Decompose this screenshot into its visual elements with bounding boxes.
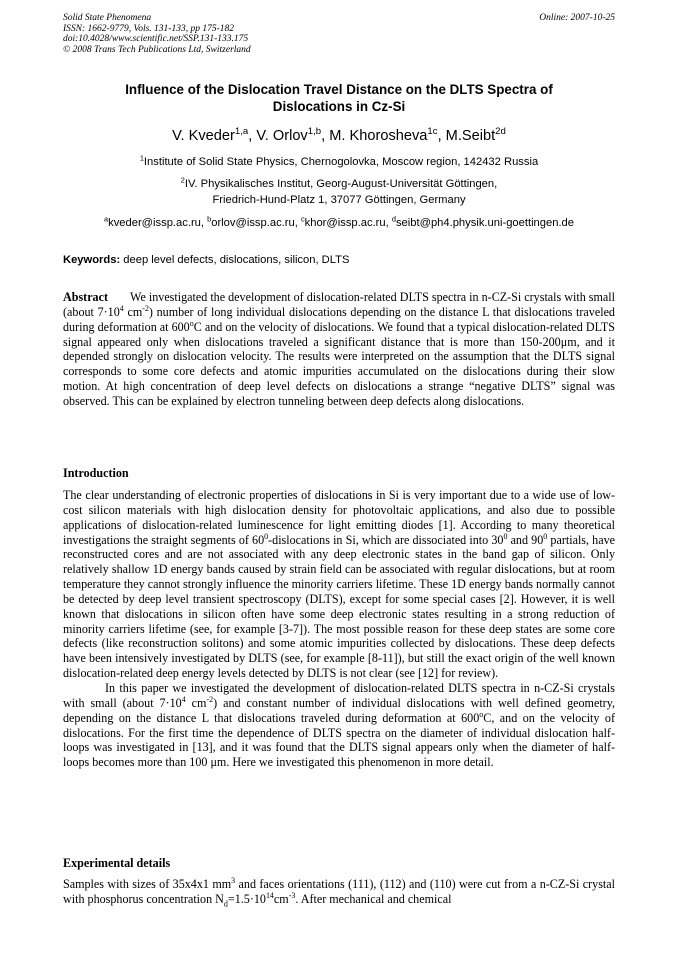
keywords [63,253,615,267]
affiliation-address: Friedrich-Hund-Platz 1, 37077 Göttingen, Germany [212,193,466,206]
author-affiliation-mark: 2d [495,126,506,138]
paragraph-text: C, and on the velocity of dislocations. For the first time the dependence of DLTS spectra on the diameter of individual dislocation half-loops was investigated in [13], and it was found that the DLTS signal appears only when the diameter of half-loops becomes more than 100 μm. Here we investigated this phenomenon in more detail. [63,710,615,770]
paragraph-text: In this paper we investigated the development of dislocation-related DLTS spectra in n-CZ-Si crystals with small (about 7·10 [63,680,615,710]
paragraph-text: and 90 [507,532,544,547]
author-affiliation-mark: 1c [427,126,438,138]
author-name: V. Orlov [256,128,308,144]
paragraph-text: Samples with sizes of 35x4x1 mm [63,877,232,891]
superscript: 0 [503,531,508,541]
affiliation-text: IV. Physikalisches Institut, Georg-August-Universität Göttingen, [184,178,498,190]
superscript: 14 [265,890,274,900]
email-mark: d [391,214,396,224]
paragraph-text: -dislocations in Si, which are dissociated into 30 [268,532,504,547]
author-affiliation-mark: 1,b [307,126,322,138]
experimental-body [63,877,615,907]
superscript: -2 [206,694,214,704]
journal-name: Solid State Phenomena [63,13,152,23]
abstract-superscript: o [189,318,194,328]
superscript: -3 [288,890,296,900]
section-heading-introduction: Introduction [63,466,129,480]
author-affiliation-mark: 1,a [234,126,249,138]
superscript: 0 [543,531,548,541]
abstract-text: We investigated the development of dislocation-related DLTS spectra in n-CZ-Si crystals with small (about 7·10 [63,290,615,319]
abstract-text: ) number of long individual dislocations depending on the distance L that dislocations traveled during deformation at 600 [63,304,615,334]
superscript: 3 [231,875,236,885]
paragraph-text: cm [273,891,289,906]
paragraph-text: ) and constant number of individual dislocations with well defined geometry, depending on the distance L that dislocations traveled during deformation at 600 [63,695,615,725]
author-separator: , [248,128,257,144]
author-separator: , [321,128,330,144]
abstract-superscript: -2 [142,303,149,313]
online-date: Online: 2007-10-25 [539,13,615,23]
author-emails [63,216,615,232]
email-mark: c [300,214,305,224]
email-link[interactable]: khor@issp.ac.ru, [304,217,392,229]
email-mark: a [103,214,109,224]
journal-copyright: © 2008 Trans Tech Publications Ltd, Switzerland [63,44,251,55]
paragraph-text: partials, have reconstructed cores and are not associated with any deep electronic states in the band gap of silicon. Only relatively shallow 1D energy bands caused by strain field can be associated with regular dislocations, but at room temperature they cannot strongly influence the minority carriers lifetime. These 1D energy bands normally cannot be detected by deep level transient spectroscopy (DLTS), except for some special cases [2]. However, it is well known that dislocations in silicon often have some deep electronic states resulting in a strong reduction of minority carriers lifetime (see, for example [3-7]). The most possible reason for these deep states are some core defects (like reconstruction solitons) and some atomic impurities collected by dislocations. These deep defects have been intensively investigated by DLTS (see, for example [8-11]), but still the exact origin of the well known dislocation-related deep energy levels detected by DLTS is not clear (see [12] for review). [63,532,616,681]
paragraph-text: cm [185,695,207,710]
author-separator: , [437,128,446,144]
author-name: M. Khorosheva [329,128,428,144]
affiliation-text: Institute of Solid State Physics, Chernogolovka, Moscow region, 142432 Russia [143,156,539,168]
author-name: M.Seibt [445,128,496,144]
paper-title [63,81,615,115]
paragraph [63,488,615,681]
affiliation-2 [63,177,615,208]
journal-doi: doi:10.4028/www.scientific.net/SSP.131-133.175 [63,34,249,45]
author-name: V. Kveder [172,128,235,144]
journal-header [63,13,615,55]
abstract-label: Abstract [63,290,109,304]
email-link[interactable]: orlov@issp.ac.ru, [211,217,301,229]
affiliation-mark: 2 [180,175,185,185]
paragraph-text: and faces orientations (111), (112) and (110) were cut from a n-CZ-Si crystal with phosphorus concentration N [63,877,616,906]
affiliation-1 [63,155,615,171]
abstract-text: C and on the velocity of dislocations. We found that a typical dislocation-related DLTS signal appeared only when dislocations traveled a significant distance that is more than 150-200μm, and it depended strongly on dislocation velocity. The results were interpreted on the assumption that the DLTS signal corresponds to some core defects and atomic impurities accumulated on the dislocations during their slow motion. At high concentration of deep level defects on dislocations a strange “negative DLTS” signal was observed. This can be explained by electron tunneling between deep defects along dislocations. [63,319,615,408]
paragraph-text: . After mechanical and chemical [295,891,452,906]
abstract-text: cm [123,304,143,319]
paragraph-text: The clear understanding of electronic properties of dislocations in Si is very important due to a wide use of low-cost silicon materials with high dislocation density for photovoltaic applications, and also due to possible applications of dislocation-related luminescence for light emitting diodes [1]. According to many theoretical investigations the straight segments of 60 [63,488,615,547]
keywords-text: deep level defects, dislocations, silicon, DLTS [120,254,350,266]
paragraph-text: =1.5·10 [227,891,266,906]
email-link[interactable]: seibt@ph4.physik.uni-goettingen.de [395,217,574,229]
journal-issn: ISSN: 1662-9779, Vols. 131-133, pp 175-182 [63,23,234,34]
email-mark: b [207,214,212,224]
superscript: o [479,709,484,719]
superscript: 0 [264,531,269,541]
introduction-body [63,488,615,770]
title-line-1: Influence of the Dislocation Travel Distance on the DLTS Spectra of [125,82,553,97]
paragraph [63,681,615,770]
superscript: 4 [181,694,186,704]
author-list [63,127,615,145]
keywords-label: Keywords: [63,254,121,266]
affiliation-mark: 1 [139,153,144,163]
abstract [63,290,615,409]
subscript: d [223,899,228,909]
abstract-superscript: 4 [119,303,124,313]
section-heading-experimental: Experimental details [63,856,171,870]
email-link[interactable]: kveder@issp.ac.ru, [108,217,208,229]
title-line-2: Dislocations in Cz-Si [272,99,406,114]
